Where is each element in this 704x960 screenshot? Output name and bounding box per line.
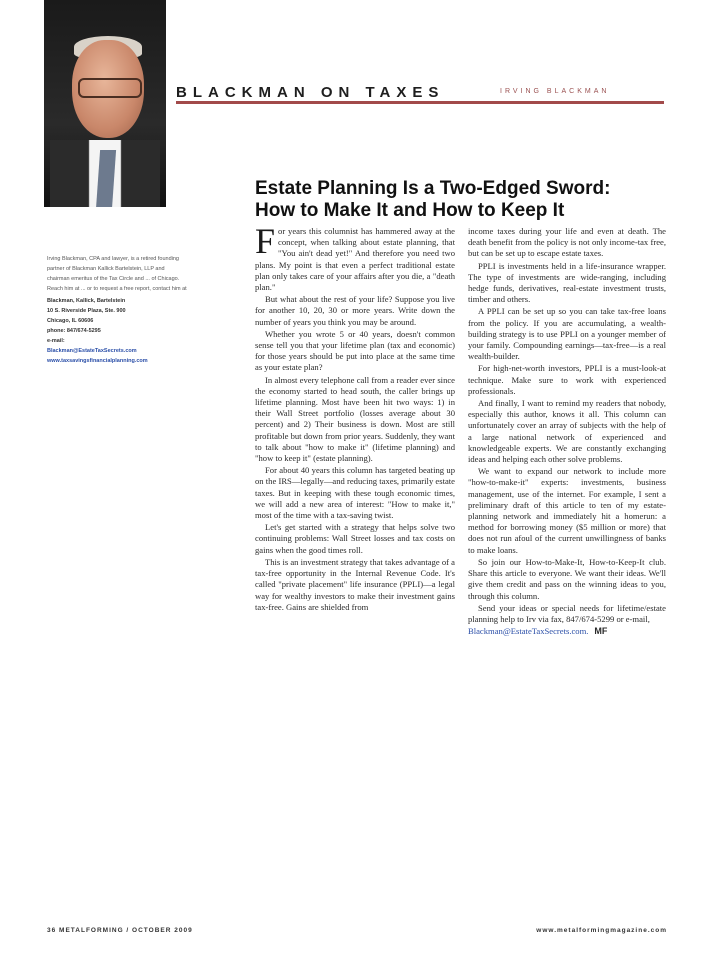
body-paragraph: But what about the rest of your life? Suppose you live for another 10, 20, 30 or more years. Write down the number of years you think you may be around.	[255, 294, 455, 327]
body-paragraph: Let's get started with a strategy that helps solve two continuing problems: Wall Street losses and tax costs on gains when the good times roll.	[255, 522, 455, 555]
end-mark: MF	[594, 626, 608, 637]
body-paragraph: For years this columnist has hammered away at the concept, when talking about estate planning, that "You ain't dead yet!" And therefore you need two plans. My point is that even a perfect traditional estate plan only takes care of your affairs after you die, a "death plan."	[255, 221, 455, 293]
column-author: IRVING BLACKMAN	[500, 88, 610, 95]
photo-glasses	[78, 78, 142, 98]
bio-text: Irving Blackman, CPA and lawyer, is a retired founding partner of Blackman Kallick Bartelstein, LLP and chairman emeritus of the Tax Circle and ... of Chicago. Reach him at ... or to request a free report, contact him at	[47, 256, 187, 292]
article-title	[255, 178, 665, 222]
footer-website: www.metalformingmagazine.com	[536, 927, 667, 934]
author-photo	[44, 0, 166, 207]
body-paragraph: Whether you wrote 5 or 40 years, doesn't common sense tell you that your lifetime plan (tax and economic) for those years should be put into place at the same time as your estate plan?	[255, 328, 455, 373]
body-paragraph: So join our How-to-Make-It, How-to-Keep-It club. Share this article to everyone. We want their ideas. We'll give them credit and pass on the winning ideas to you, through this column.	[468, 556, 666, 601]
body-paragraph: PPLI is investments held in a life-insurance wrapper. The type of investments are wide-ranging, including hedge funds, derivatives, real-estate investment trusts, timber and others.	[468, 260, 666, 305]
body-paragraph: We want to expand our network to include more "how-to-make-it" experts: investments, business management, use of the internet. For example, I sent a preliminary draft of this article to ten of my estate-planning network and immediately hit a homerun: a method for borrowing money ($5 million or more) that does not run afoul of the current unwillingness of banks to make loans.	[468, 466, 666, 555]
bio-phone: phone: 847/674-5295	[47, 328, 101, 334]
drop-cap: F	[255, 221, 276, 261]
body-column-left	[255, 221, 455, 614]
body-paragraph: In almost every telephone call from a reader ever since the economy started to head south, the caller brings up lifetime planning. Most have been hit two ways: 1) in their Wall Street portfolio (losses average about 30 percent) and 2) Their business is down. Most are still profitable but down from prior years. Suddenly, they want to talk about "how to make it" (lifetime planning) and "how to keep it" (estate planning).	[255, 374, 455, 464]
body-paragraph: income taxes during your life and even at death. The death benefit from the policy is not only income-tax free, but can be set up to escape estate taxes.	[468, 226, 666, 259]
bio-address	[47, 296, 187, 366]
bio-city: Chicago, IL 60606	[47, 318, 94, 324]
header-rule	[176, 101, 664, 104]
bio-website-link[interactable]: www.taxsavingsfinancialplanning.com	[47, 358, 148, 364]
bio-email-label: e-mail:	[47, 338, 65, 344]
article-title-line2: How to Make It and How to Keep It	[255, 200, 565, 221]
column-title: BLACKMAN ON TAXES	[176, 84, 445, 101]
closing-email-link[interactable]: Blackman@EstateTaxSecrets.com.	[468, 626, 589, 637]
closing-line	[468, 626, 666, 637]
body-column-right	[468, 226, 666, 638]
body-paragraph: For about 40 years this column has targeted beating up on the IRS—legally—and reducing taxes, primarily estate taxes. But in keeping with these tough economic times, we will add a new area of interest: "How to make it," most of the time with a tax-saving twist.	[255, 465, 455, 521]
bio-street: 10 S. Riverside Plaza, Ste. 900	[47, 308, 126, 314]
footer-folio: 36 METALFORMING / OCTOBER 2009	[47, 927, 193, 934]
article-title-line1: Estate Planning Is a Two-Edged Sword:	[255, 178, 611, 199]
bio-email-link[interactable]: Blackman@EstateTaxSecrets.com	[47, 348, 137, 354]
body-paragraph: Send your ideas or special needs for lifetime/estate planning help to Irv via fax, 847/674-5299 or e-mail,	[468, 602, 666, 624]
author-bio	[47, 254, 187, 366]
body-paragraph: For high-net-worth investors, PPLI is a must-look-at technique. Make sure to work with experienced professionals.	[468, 363, 666, 396]
body-paragraph: And finally, I want to remind my readers that nobody, especially this author, knows it all. This column can unfortunately cover an array of subjects with the help of a large national network of experienced and knowledgeable experts. We are constantly exchanging ideas and helping each other solve problems.	[468, 398, 666, 465]
body-paragraph: This is an investment strategy that takes advantage of a tax-free opportunity in the Internal Revenue Code. It's called "private placement" life insurance (PPLI)—a legal way for wealthy investors to make their investment gains tax-free. Gains are shielded from	[255, 556, 455, 612]
body-paragraph: A PPLI can be set up so you can take tax-free loans from the policy. If you are accumulating, a wealth-building strategy is to use PPLI on a younger member of your family. Compounding earnings—tax-free—is a real wealth-builder.	[468, 306, 666, 362]
bio-firm: Blackman, Kallick, Bartelstein	[47, 298, 126, 304]
